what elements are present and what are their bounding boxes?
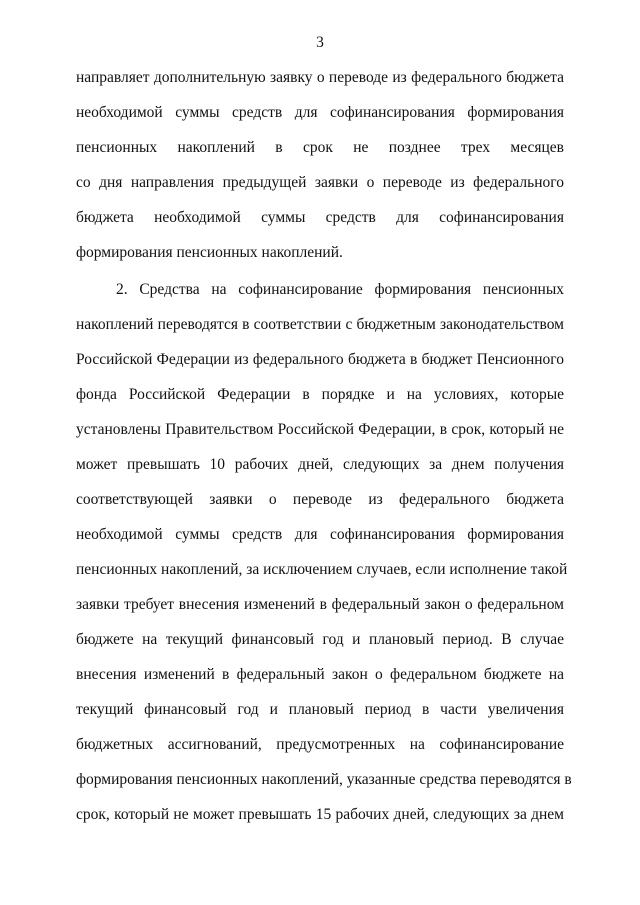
paragraph-2-line: 2. Средства на софинансирование формирования пенсионных bbox=[116, 281, 564, 298]
paragraph-1-line: направляет дополнительную заявку о переводе из федерального бюджета bbox=[76, 69, 564, 86]
paragraph-2-line: бюджете на текущий финансовый год и плановый период. В случае bbox=[76, 631, 564, 648]
paragraph-2-line: соответствующей заявки о переводе из федерального бюджета bbox=[76, 491, 564, 508]
paragraph-2-line: текущий финансовый год и плановый период в части увеличения bbox=[76, 701, 564, 718]
paragraph-2-line: накоплений переводятся в соответствии с бюджетным законодательством bbox=[76, 316, 564, 333]
paragraph-2-line: внесения изменений в федеральный закон о федеральном бюджете на bbox=[76, 666, 564, 683]
paragraph-2-line: формирования пенсионных накоплений, указанные средства переводятся в bbox=[76, 771, 572, 788]
paragraph-2-line: фонда Российской Федерации в порядке и на условиях, которые bbox=[76, 386, 564, 403]
paragraph-2-line: бюджетных ассигнований, предусмотренных на софинансирование bbox=[76, 736, 564, 753]
paragraph-1-line: формирования пенсионных накоплений. bbox=[76, 244, 343, 261]
paragraph-2-line: срок, который не может превышать 15 рабочих дней, следующих за днем bbox=[76, 806, 564, 823]
paragraph-2-line: может превышать 10 рабочих дней, следующих за днем получения bbox=[76, 456, 564, 473]
paragraph-1-line: необходимой суммы средств для софинансирования формирования bbox=[76, 104, 564, 121]
page-number: 3 bbox=[316, 34, 324, 51]
paragraph-1-line: бюджета необходимой суммы средств для софинансирования bbox=[76, 209, 564, 226]
paragraph-1-line: пенсионных накоплений в срок не позднее трех месяцев bbox=[76, 139, 564, 156]
paragraph-1-line: со дня направления предыдущей заявки о переводе из федерального bbox=[76, 174, 564, 191]
paragraph-2-line: пенсионных накоплений, за исключением случаев, если исполнение такой bbox=[76, 561, 568, 578]
paragraph-2-line: необходимой суммы средств для софинансирования формирования bbox=[76, 526, 564, 543]
paragraph-2-line: заявки требует внесения изменений в федеральный закон о федеральном bbox=[76, 596, 564, 613]
paragraph-2-line: Российской Федерации из федерального бюджета в бюджет Пенсионного bbox=[76, 351, 564, 368]
paragraph-2-line: установлены Правительством Российской Федерации, в срок, который не bbox=[76, 421, 564, 438]
